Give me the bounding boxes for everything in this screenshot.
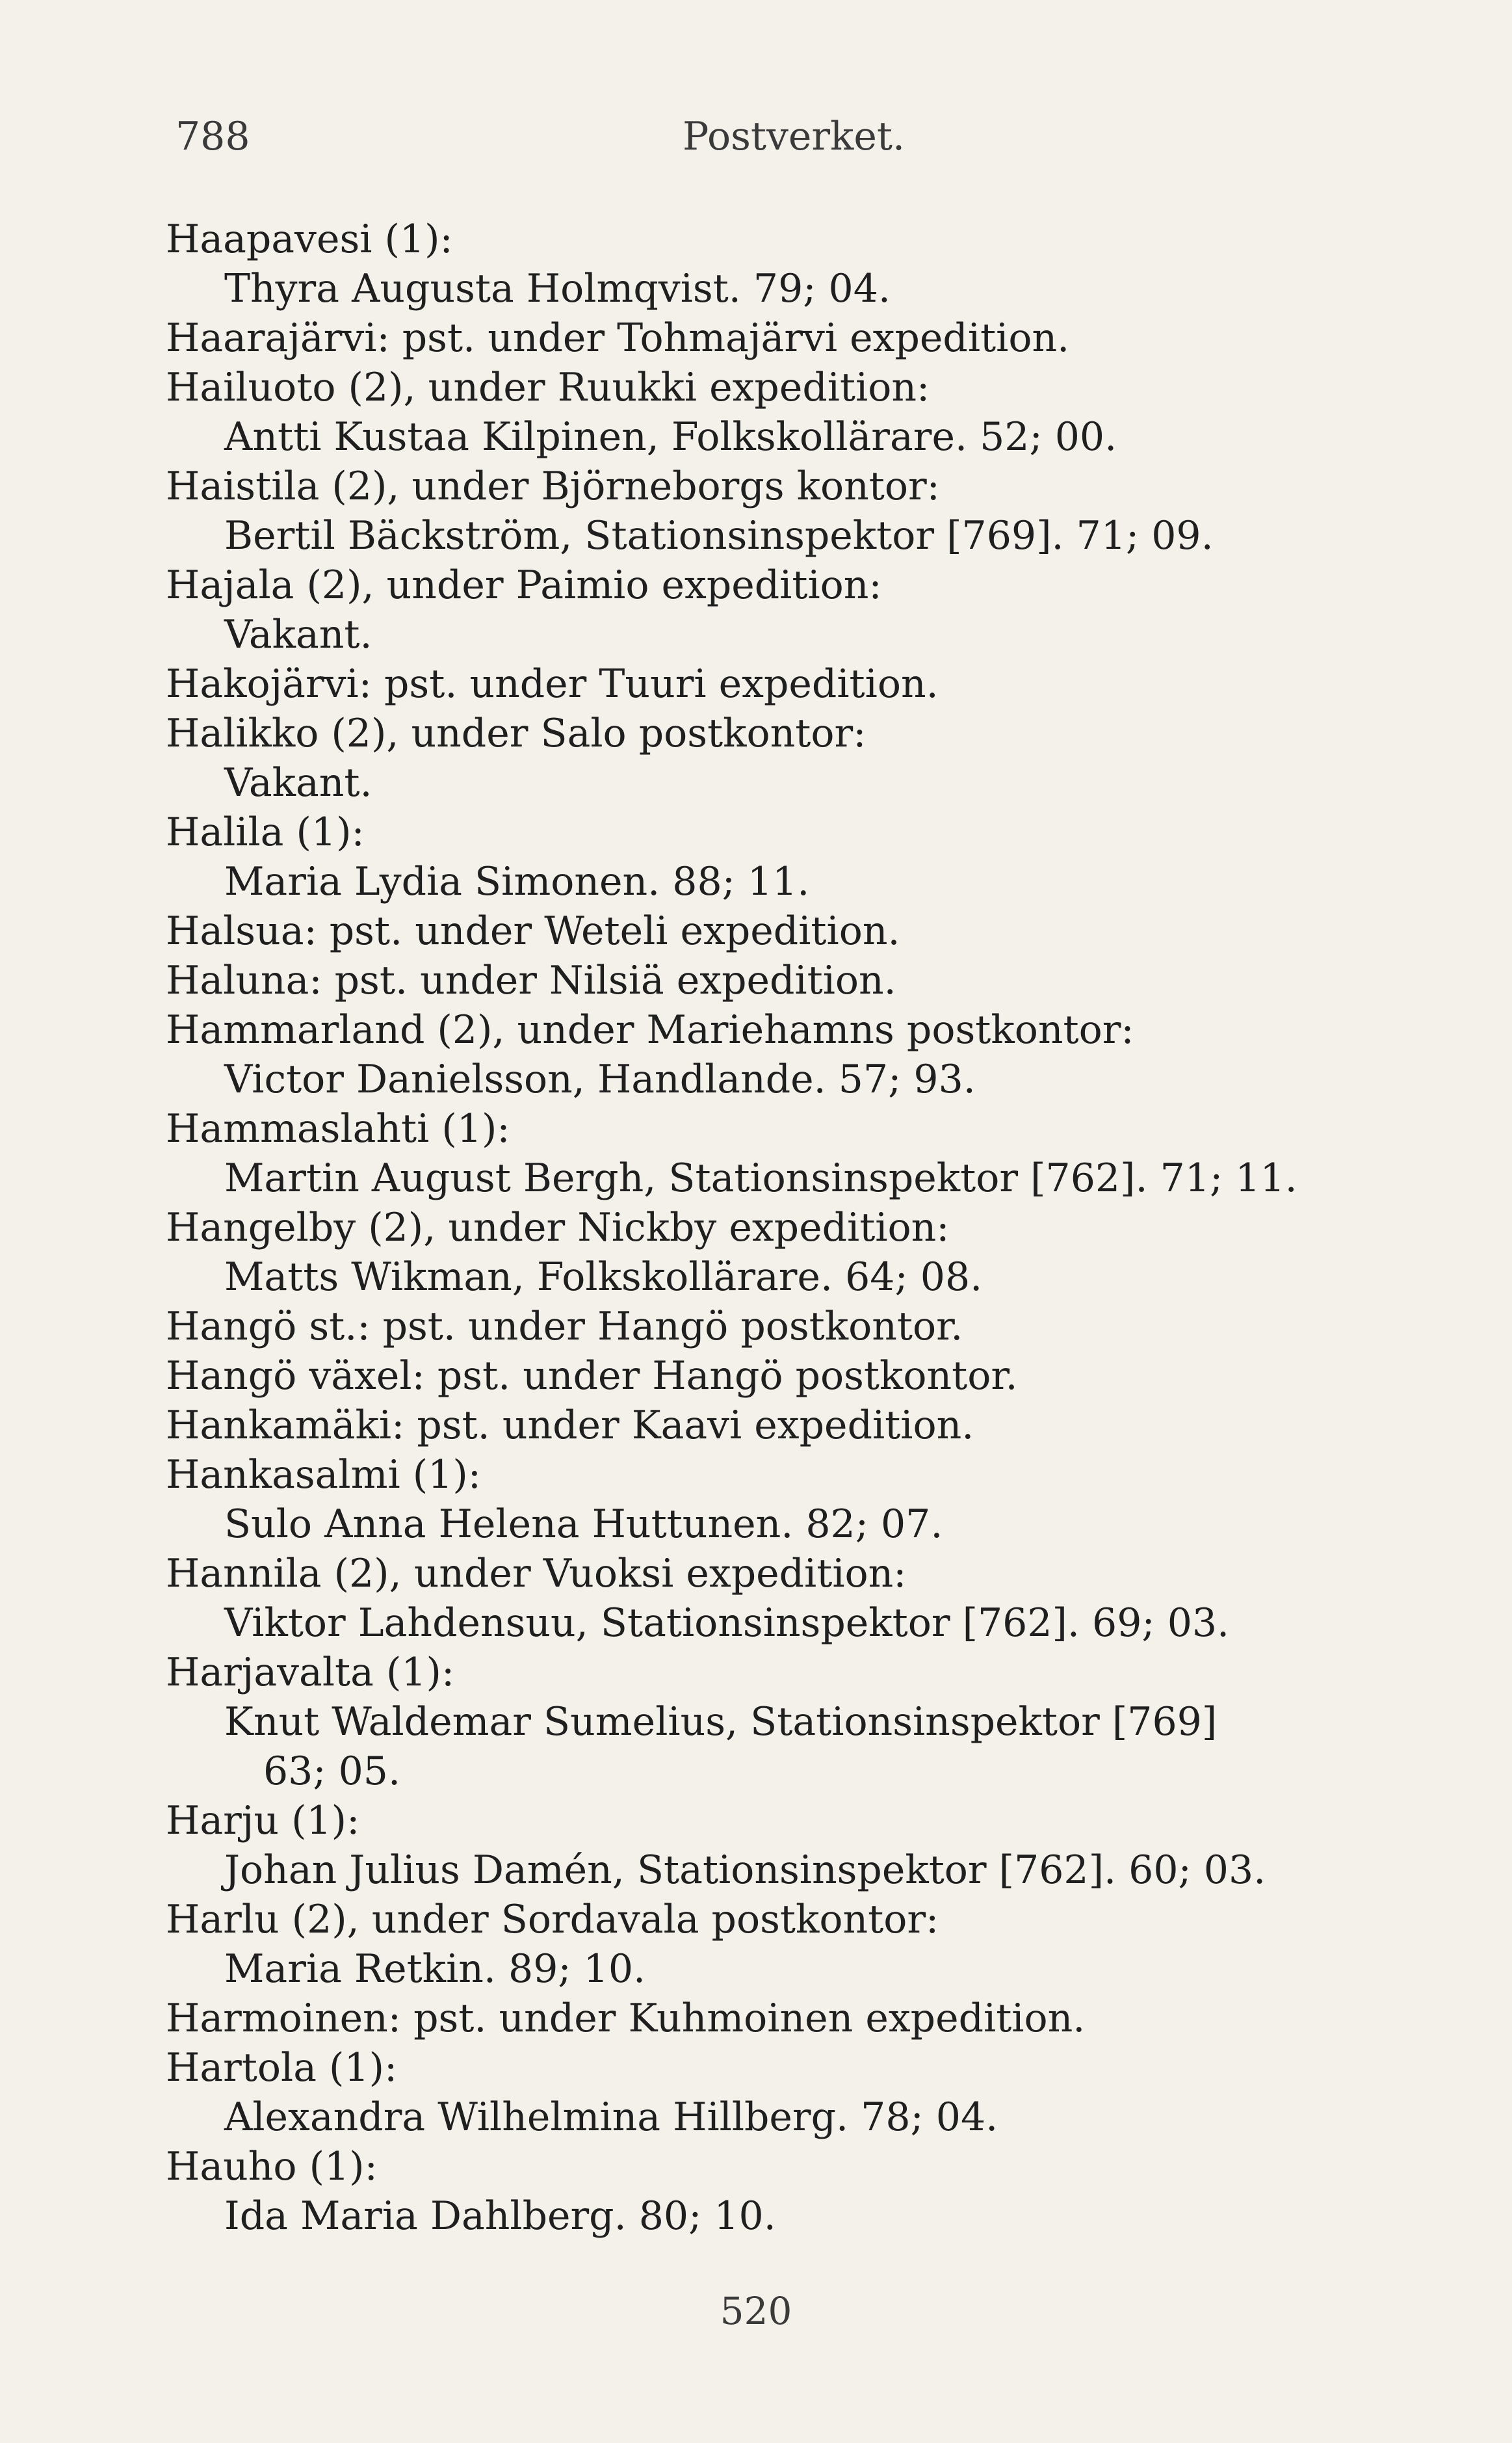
running-head [176, 114, 1463, 172]
entry-heading: Hannila (2), under Vuoksi expedition: [166, 1551, 907, 1596]
entry-heading: Haluna: pst. under Nilsiä expedition. [166, 958, 896, 1003]
entry-heading: Hangö växel: pst. under Hangö postkontor. [166, 1353, 1018, 1399]
directory-entries [166, 215, 1459, 2241]
entry-detail: Antti Kustaa Kilpinen, Folkskollärare. 52; 00. [224, 414, 1117, 460]
page-number: 788 [176, 114, 250, 159]
entry-detail: Ida Maria Dahlberg. 80; 10. [224, 2193, 776, 2239]
entry-detail: Viktor Lahdensuu, Stationsinspektor [762]. 69; 03. [224, 1600, 1230, 1646]
entry-heading: Hankamäki: pst. under Kaavi expedition. [166, 1403, 974, 1448]
entry-detail: Bertil Bäckström, Stationsinspektor [769]. 71; 09. [224, 513, 1214, 559]
entry-detail: Maria Lydia Simonen. 88; 11. [224, 859, 810, 905]
entry-heading: Hailuoto (2), under Ruukki expedition: [166, 365, 930, 410]
entry-detail: Alexandra Wilhelmina Hillberg. 78; 04. [224, 2094, 998, 2140]
entry-heading: Haistila (2), under Björneborgs kontor: [166, 464, 940, 509]
entry-detail: 63; 05. [263, 1749, 401, 1794]
entry-detail: Thyra Augusta Holmqvist. 79; 04. [224, 266, 891, 311]
entry-heading: Halila (1): [166, 810, 365, 855]
entry-heading: Hauho (1): [166, 2144, 378, 2189]
entry-detail: Vakant. [224, 760, 372, 806]
entry-heading: Hammarland (2), under Mariehamns postkontor: [166, 1007, 1134, 1053]
entry-heading: Hangelby (2), under Nickby expedition: [166, 1205, 950, 1250]
entry-heading: Hakojärvi: pst. under Tuuri expedition. [166, 661, 939, 707]
running-title: Postverket. [683, 114, 906, 159]
entry-heading: Harmoinen: pst. under Kuhmoinen expedition. [166, 1996, 1086, 2041]
entry-heading: Haarajärvi: pst. under Tohmajärvi expedition. [166, 315, 1070, 361]
entry-heading: Halsua: pst. under Weteli expedition. [166, 908, 900, 954]
entry-heading: Hartola (1): [166, 2045, 398, 2091]
entry-heading: Harjavalta (1): [166, 1650, 455, 1695]
entry-detail: Maria Retkin. 89; 10. [224, 1946, 646, 1992]
entry-heading: Hangö st.: pst. under Hangö postkontor. [166, 1304, 963, 1349]
entry-detail: Victor Danielsson, Handlande. 57; 93. [224, 1057, 976, 1102]
entry-detail: Johan Julius Damén, Stationsinspektor [762]. 60; 03. [224, 1847, 1266, 1893]
entry-heading: Harlu (2), under Sordavala postkontor: [166, 1897, 939, 1942]
signature-mark: 520 [720, 2289, 792, 2333]
entry-heading: Haapavesi (1): [166, 217, 453, 262]
entry-detail: Sulo Anna Helena Huttunen. 82; 07. [224, 1501, 943, 1547]
entry-detail: Martin August Bergh, Stationsinspektor [762]. 71; 11. [224, 1155, 1297, 1201]
entry-heading: Halikko (2), under Salo postkontor: [166, 711, 867, 756]
entry-heading: Hajala (2), under Paimio expedition: [166, 562, 882, 608]
entry-detail: Vakant. [224, 612, 372, 657]
entry-detail: Knut Waldemar Sumelius, Stationsinspektor [769] [224, 1699, 1218, 1745]
entry-detail: Matts Wikman, Folkskollärare. 64; 08. [224, 1254, 983, 1300]
entry-heading: Hammaslahti (1): [166, 1106, 510, 1152]
entry-heading: Harju (1): [166, 1798, 360, 1843]
entry-heading: Hankasalmi (1): [166, 1452, 481, 1498]
